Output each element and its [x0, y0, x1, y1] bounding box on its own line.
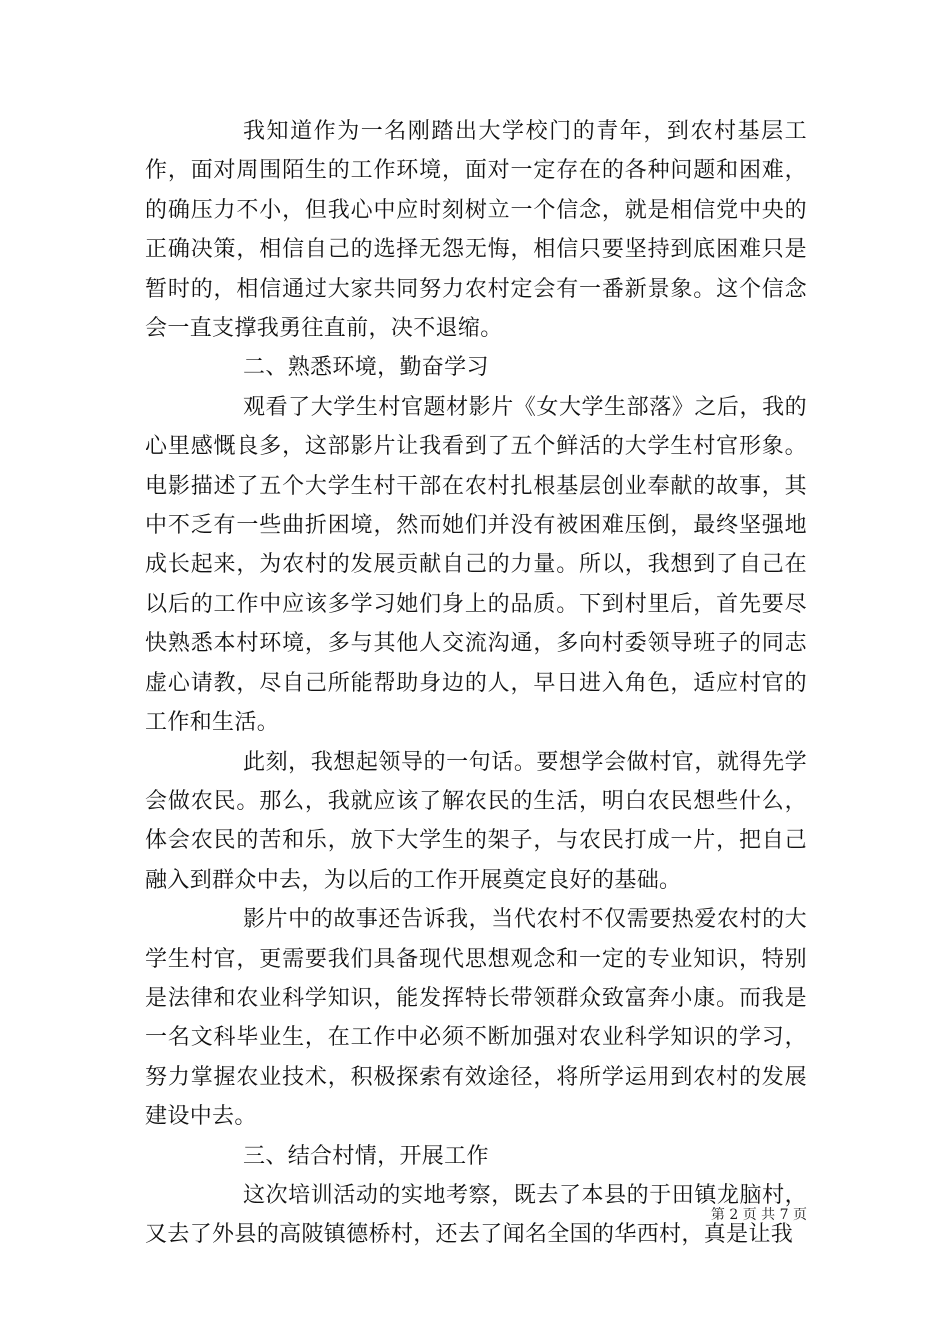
paragraph-field-visit: 这次培训活动的实地考察，既去了本县的于田镇龙脑村，又去了外县的高陂镇德桥村，还去了闻名全国的华西村，真是让我 — [145, 1182, 807, 1248]
section-heading-2: 二、熟悉环境，勤奋学习 — [243, 355, 489, 381]
paragraph-leader-quote: 此刻，我想起领导的一句话。要想学会做村官，就得先学会做农民。那么，我就应该了解农民的生活，明白农民想些什么，体会农民的苦和乐，放下大学生的架子，与农民打成一片，把自己融入到群众中去，为以后的工作开展奠定良好的基础。 — [145, 749, 807, 893]
paragraph-knowledge: 影片中的故事还告诉我，当代农村不仅需要热爱农村的大学生村官，更需要我们具备现代思想观念和一定的专业知识，特别是法律和农业科学知识，能发挥特长带领群众致富奔小康。而我是一名文科毕业生，在工作中必须不断加强对农业科学知识的学习，努力掌握农业技术，积极探索有效途径，将所学运用到农村的发展建设中去。 — [145, 907, 807, 1130]
paragraph-film: 观看了大学生村官题材影片《女大学生部落》之后，我的心里感慨良多，这部影片让我看到了五个鲜活的大学生村官形象。电影描述了五个大学生村干部在农村扎根基层创业奉献的故事，其中不乏有一些曲折困境，然而她们并没有被困难压倒，最终坚强地成长起来，为农村的发展贡献自己的力量。所以，我想到了自己在以后的工作中应该多学习她们身上的品质。下到村里后，首先要尽快熟悉本村环境，多与其他人交流沟通，多向村委领导班子的同志虚心请教，尽自己所能帮助身边的人，早日进入角色，适应村官的工作和生活。 — [145, 394, 807, 736]
page-footer: 第 2 页 共 7 页 — [710, 1207, 807, 1223]
document-body — [145, 112, 807, 1255]
paragraph-belief: 我知道作为一名刚踏出大学校门的青年，到农村基层工作，面对周围陌生的工作环境，面对一定存在的各种问题和困难，的确压力不小，但我心中应时刻树立一个信念，就是相信党中央的正确决策，相信自己的选择无怨无悔，相信只要坚持到底困难只是暂时的，相信通过大家共同努力农村定会有一番新景象。这个信念会一直支撑我勇往直前，决不退缩。 — [145, 119, 807, 342]
section-heading-3: 三、结合村情，开展工作 — [243, 1143, 489, 1169]
